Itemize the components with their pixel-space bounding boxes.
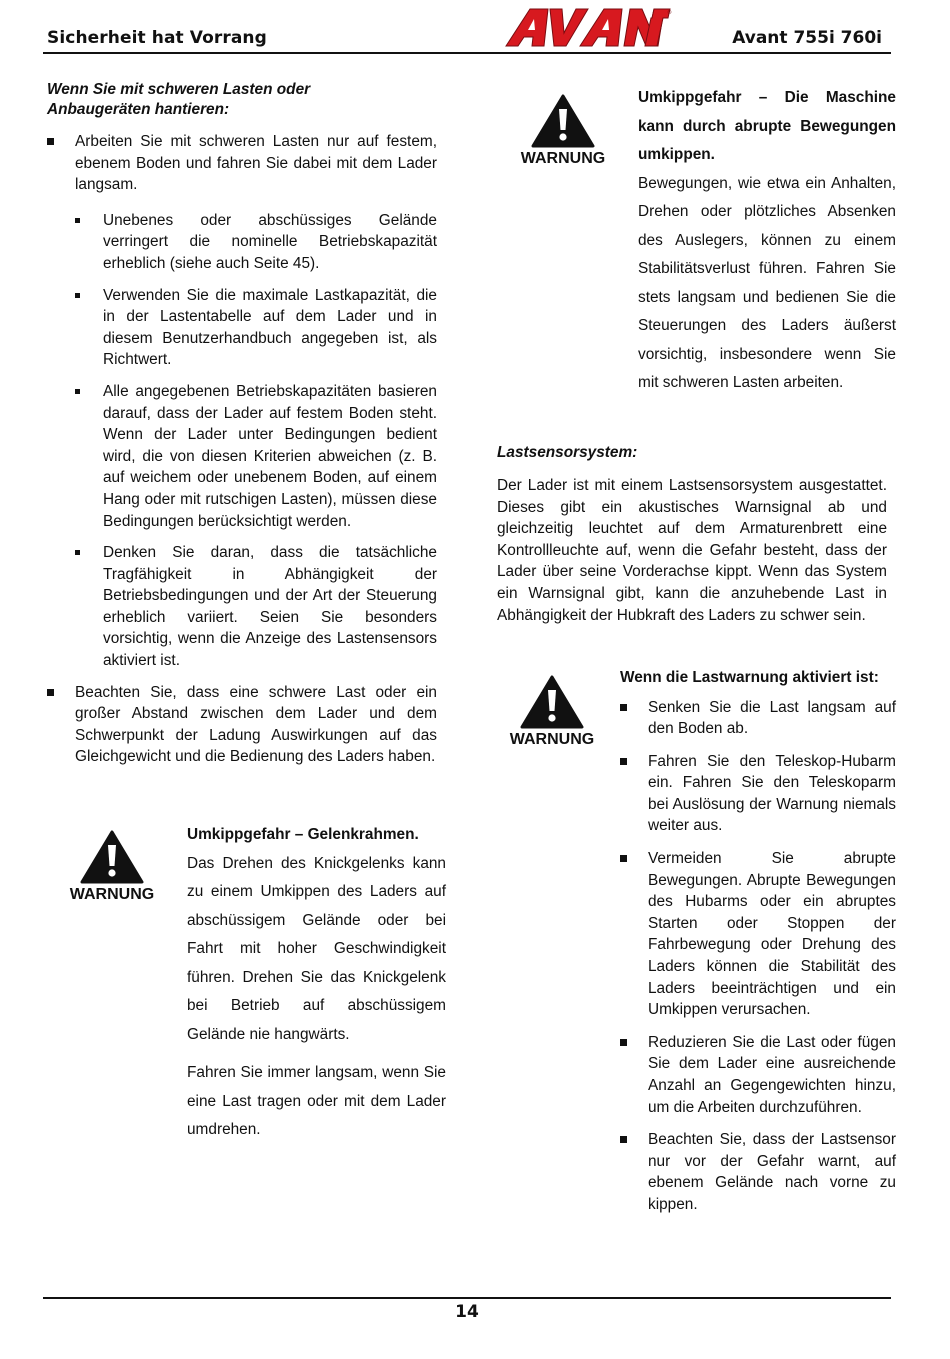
bullet-item: Reduzieren Sie die Last oder fügen Sie dem Lader eine ausreichende Anzahl an Gegengewichten hinzu, um die Arbeiten durchzuführen.	[620, 1032, 896, 1118]
bullet-item: Fahren Sie den Teleskop-Hubarm ein. Fahren Sie den Teleskoparm bei Auslösung der Warnung niemals weiter aus.	[620, 751, 896, 837]
warning-symbol-lastwarnung	[502, 675, 602, 749]
warning-label: WARNUNG	[520, 150, 606, 167]
warning-symbol-gelenk	[62, 830, 162, 904]
section-heading-lastsensor: Lastsensorsystem:	[497, 444, 638, 461]
bullet-item: Beachten Sie, dass eine schwere Last oder ein großer Abstand zwischen dem Lader und dem Schwerpunkt der Ladung Auswirkungen auf das Gleichgewicht und die Bedienung des Laders haben.	[47, 682, 437, 768]
warning-triangle-icon	[520, 675, 584, 729]
sub-bullet-item: Unebenes oder abschüssiges Gelände verringert die nominelle Betriebskapazität erheblich (siehe auch Seite 45).	[75, 210, 437, 275]
warning-text-gelenk	[187, 821, 446, 1145]
bullet-item: Arbeiten Sie mit schweren Lasten nur auf festem, ebenem Boden und fahren Sie dabei mit dem Lader langsam.	[47, 131, 437, 196]
sub-bullet-item: Alle angegebenen Betriebskapazitäten basieren darauf, dass der Lader auf festem Boden steht. Wenn der Lader unter Bedingungen bedient wird, die von diesen Kriterien abweichen (z. B. auf weichem oder unebenem Boden, auf einem Hang oder mit rutschigen Lasten), müssen diese Bedingungen berücksichtigt werden.	[75, 381, 437, 532]
sub-bullet-item: Verwenden Sie die maximale Lastkapazität, die in der Lastentabelle auf dem Lader und in diesem Benutzerhandbuch angegeben ist, als Richtwert.	[75, 285, 437, 371]
warning-body: Das Drehen des Knickgelenks kann zu einem Umkippen des Laders auf abschüssigem Gelände oder bei Fahrt mit hoher Geschwindigkeit führen. Drehen Sie das Knickgelenk bei Betrieb auf abschüssigem Gelände nie hangwärts.	[187, 854, 446, 1043]
bullet-item: Senken Sie die Last langsam auf den Boden ab.	[620, 697, 896, 740]
bullet-item: Vermeiden Sie abrupte Bewegungen. Abrupte Bewegungen des Hubarms oder ein abruptes Starten oder Stoppen der Fahrbewegung oder Drehung des Laders können die Stabilität des Laders beeinträchtigen und ein Umkippen verursachen.	[620, 848, 896, 1021]
warning-body-2: Fahren Sie immer langsam, wenn Sie eine Last tragen oder mit dem Lader umdrehen.	[187, 1064, 446, 1138]
header-rule	[43, 52, 891, 54]
warning-triangle-icon	[531, 94, 595, 148]
avant-logo	[504, 6, 672, 48]
warning-title: Wenn die Lastwarnung aktiviert ist:	[620, 669, 879, 686]
sub-bullet-item: Denken Sie daran, dass die tatsächliche Tragfähigkeit in Abhängigkeit der Betriebsbedingungen und der Art der Steuerung erheblich variiert. Seien Sie besonders vorsichtig, wenn die Anzeige des Lastensensors aktiviert ist.	[75, 542, 437, 672]
warning-title: Umkippgefahr – Die Maschine kann durch abrupte Bewegungen umkippen.	[638, 89, 896, 163]
warning-triangle-icon	[80, 830, 144, 884]
warning-label: WARNUNG	[509, 731, 595, 748]
lastwarnung-bullet-list	[620, 697, 896, 1216]
warning-text-abrupt	[638, 84, 896, 398]
warning-body: Bewegungen, wie etwa ein Anhalten, Drehen oder plötzliches Absenken des Auslegers, können zu einem Stabilitätsverlust führen. Fahren Sie stets langsam und bedienen Sie die Steuerungen des Laders äußerst vorsichtig, insbesondere wenn Sie mit schweren Lasten arbeiten.	[638, 174, 896, 391]
warning-title: Umkippgefahr – Gelenkrahmen.	[187, 826, 419, 843]
left-column	[47, 80, 437, 779]
warning-label: WARNUNG	[69, 886, 155, 903]
footer-rule	[43, 1297, 891, 1299]
registered-mark: ®	[667, 10, 672, 16]
bullet-item: Beachten Sie, dass der Lastsensor nur vor der Gefahr warnt, auf ebenem Gelände nach vorne zu kippen.	[620, 1129, 896, 1215]
warning-symbol-abrupt	[513, 94, 613, 168]
section-heading-heavy-loads: Wenn Sie mit schweren Lasten oder Anbaugeräten hantieren:	[47, 81, 311, 118]
warning-text-lastwarnung	[620, 664, 896, 1227]
lastsensor-paragraph: Der Lader ist mit einem Lastsensorsystem ausgestattet. Dieses gibt ein akustisches Warnsignal ab und gleichzeitig leuchtet auf dem Armaturenbrett eine Kontrollleuchte auf, wenn die Gefahr besteht, dass der Lader über seine Vorderachse kippt. Wenn das System ein Warnsignal gibt, kann die anzuhebende Last in Abhängigkeit der Hubkraft des Laders zu schwer sein.	[497, 477, 887, 624]
page-number: 14	[455, 1302, 479, 1322]
running-header-model: Avant 755i 760i	[732, 28, 882, 48]
sub-bullet-list	[47, 210, 437, 672]
running-header-title: Sicherheit hat Vorrang	[47, 28, 267, 48]
